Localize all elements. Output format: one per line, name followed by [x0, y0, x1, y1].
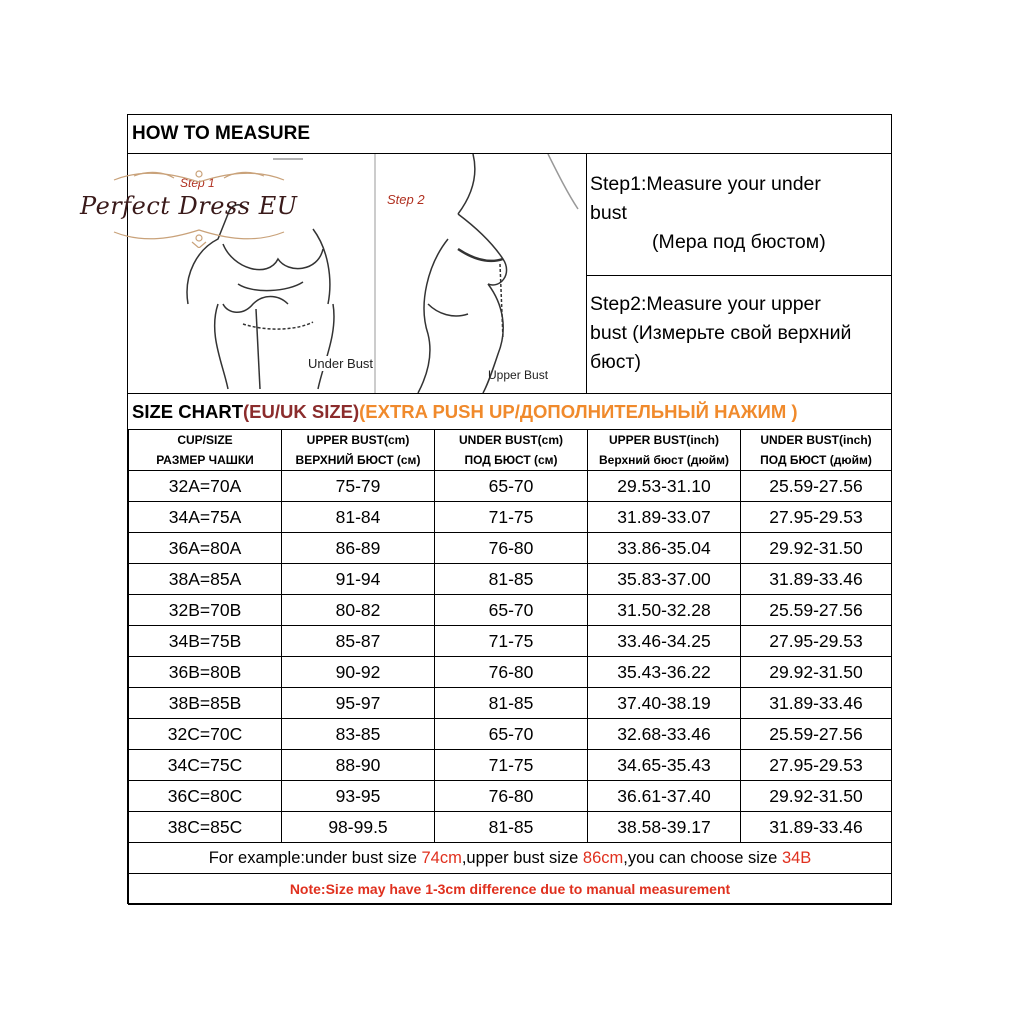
size-table	[128, 429, 892, 905]
table-cell: 76-80	[435, 657, 588, 688]
table-cell: 35.83-37.00	[588, 564, 741, 595]
how-to-measure-header	[128, 115, 891, 154]
table-cell: 27.95-29.53	[741, 626, 892, 657]
table-cell: 29.53-31.10	[588, 471, 741, 502]
header-under-bust-cm: UNDER BUST(cm) ПОД БЮСТ (см)	[435, 430, 588, 471]
table-cell: 34C=75C	[129, 750, 282, 781]
title-extra: (EXTRA PUSH UP/ДОПОЛНИТЕЛЬНЫЙ НАЖИМ )	[359, 401, 798, 422]
table-cell: 81-85	[435, 812, 588, 843]
table-cell: 75-79	[282, 471, 435, 502]
table-cell: 25.59-27.56	[741, 719, 892, 750]
table-cell: 36C=80C	[129, 781, 282, 812]
note-row	[129, 874, 892, 905]
step1-cell	[587, 154, 891, 276]
table-cell: 27.95-29.53	[741, 502, 892, 533]
table-cell: 65-70	[435, 719, 588, 750]
table-row	[129, 719, 892, 750]
example-upper-value: 86cm	[582, 848, 624, 867]
table-cell: 33.46-34.25	[588, 626, 741, 657]
header-upper-bust-cm: UPPER BUST(cm) ВЕРХНИЙ БЮСТ (см)	[282, 430, 435, 471]
page-title: HOW TO MEASURE	[132, 123, 311, 144]
table-cell: 38.58-39.17	[588, 812, 741, 843]
table-cell: 36A=80A	[129, 533, 282, 564]
table-row	[129, 564, 892, 595]
perfect-dress-eu-logo	[74, 166, 324, 248]
table-row	[129, 502, 892, 533]
table-header-row	[129, 430, 892, 471]
example-cell: For example:under bust size 74cm,upper bust size 86cm,you can choose size 34B	[129, 843, 892, 874]
table-cell: 34B=75B	[129, 626, 282, 657]
table-cell: 35.43-36.22	[588, 657, 741, 688]
step1-line2: bust	[590, 202, 627, 224]
table-row	[129, 781, 892, 812]
title-region: (EU/UK SIZE)	[243, 401, 360, 422]
table-cell: 38A=85A	[129, 564, 282, 595]
table-cell: 88-90	[282, 750, 435, 781]
step2-cell	[587, 276, 891, 393]
table-cell: 37.40-38.19	[588, 688, 741, 719]
step2-text	[590, 290, 851, 377]
table-cell: 29.92-31.50	[741, 657, 892, 688]
table-cell: 91-94	[282, 564, 435, 595]
table-row	[129, 626, 892, 657]
table-cell: 80-82	[282, 595, 435, 626]
table-cell: 32.68-33.46	[588, 719, 741, 750]
step1-illustration-caption: Under Bust	[308, 356, 374, 371]
table-cell: 32A=70A	[129, 471, 282, 502]
table-cell: 86-89	[282, 533, 435, 564]
table-cell: 31.89-33.46	[741, 688, 892, 719]
table-cell: 29.92-31.50	[741, 533, 892, 564]
step2-line3: бюст)	[590, 351, 641, 373]
step1-text	[590, 170, 826, 257]
table-row	[129, 595, 892, 626]
table-cell: 32B=70B	[129, 595, 282, 626]
table-cell: 76-80	[435, 533, 588, 564]
table-cell: 25.59-27.56	[741, 471, 892, 502]
table-cell: 98-99.5	[282, 812, 435, 843]
table-cell: 38C=85C	[129, 812, 282, 843]
table-row	[129, 750, 892, 781]
table-cell: 32C=70C	[129, 719, 282, 750]
example-row	[129, 843, 892, 874]
step1-illustration-label: Step 1	[180, 176, 215, 190]
table-cell: 85-87	[282, 626, 435, 657]
step2-line1: Step2:Measure your upper	[590, 293, 821, 315]
header-under-bust-inch: UNDER BUST(inch) ПОД БЮСТ (дюйм)	[741, 430, 892, 471]
table-cell: 36.61-37.40	[588, 781, 741, 812]
table-row	[129, 657, 892, 688]
table-cell: 31.89-33.07	[588, 502, 741, 533]
table-cell: 81-85	[435, 564, 588, 595]
table-cell: 31.50-32.28	[588, 595, 741, 626]
example-size-value: 34B	[781, 848, 812, 867]
title-prefix: SIZE CHART	[132, 401, 243, 422]
table-cell: 90-92	[282, 657, 435, 688]
table-cell: 25.59-27.56	[741, 595, 892, 626]
table-row	[129, 533, 892, 564]
table-cell: 95-97	[282, 688, 435, 719]
size-chart-title-row	[128, 393, 891, 429]
step1-line1: Step1:Measure your under	[590, 173, 821, 195]
step2-illustration-caption: Upper Bust	[488, 368, 549, 382]
size-table-body	[129, 471, 892, 843]
table-cell: 34.65-35.43	[588, 750, 741, 781]
step2-illustration-label: Step 2	[387, 192, 425, 207]
table-cell: 31.89-33.46	[741, 564, 892, 595]
table-cell: 81-84	[282, 502, 435, 533]
table-cell: 71-75	[435, 626, 588, 657]
logo-text: Perfect Dress EU	[80, 192, 298, 220]
header-cup-size: CUP/SIZE РАЗМЕР ЧАШКИ	[129, 430, 282, 471]
step2-figure	[418, 154, 578, 393]
table-cell: 71-75	[435, 750, 588, 781]
table-cell: 71-75	[435, 502, 588, 533]
table-row	[129, 688, 892, 719]
table-cell: 65-70	[435, 595, 588, 626]
table-row	[129, 812, 892, 843]
size-chart-title	[132, 401, 798, 423]
table-cell: 83-85	[282, 719, 435, 750]
table-cell: 31.89-33.46	[741, 812, 892, 843]
example-under-value: 74cm	[421, 848, 462, 867]
table-cell: 38B=85B	[129, 688, 282, 719]
table-cell: 27.95-29.53	[741, 750, 892, 781]
table-cell: 36B=80B	[129, 657, 282, 688]
step2-line2: bust (Измерьте свой верхний	[590, 322, 852, 344]
step1-line3: (Мера под бюстом)	[652, 231, 826, 253]
table-cell: 29.92-31.50	[741, 781, 892, 812]
table-cell: 34A=75A	[129, 502, 282, 533]
table-cell: 93-95	[282, 781, 435, 812]
table-cell: 33.86-35.04	[588, 533, 741, 564]
table-cell: 76-80	[435, 781, 588, 812]
table-cell: 65-70	[435, 471, 588, 502]
note-cell: Note:Size may have 1-3cm difference due to manual measurement	[129, 874, 892, 905]
table-row	[129, 471, 892, 502]
header-upper-bust-inch: UPPER BUST(inch) Верхний бюст (дюйм)	[588, 430, 741, 471]
table-cell: 81-85	[435, 688, 588, 719]
